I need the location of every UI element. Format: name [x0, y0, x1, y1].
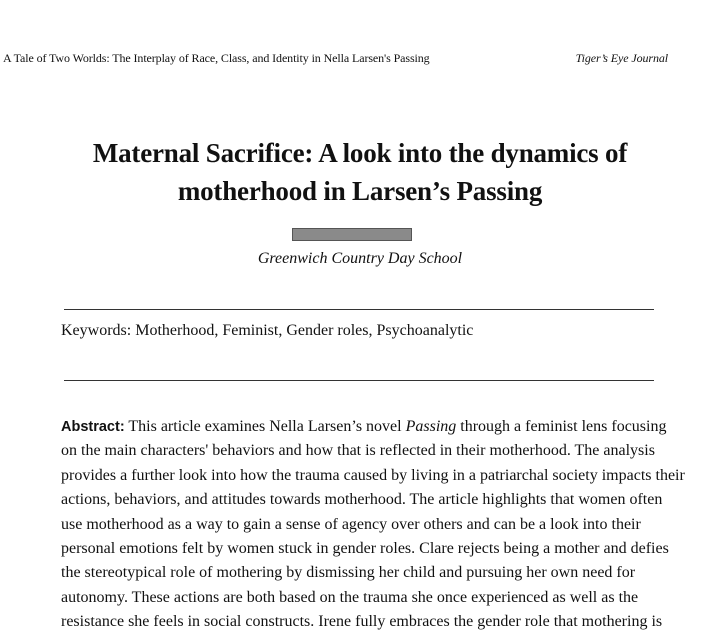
divider-top — [64, 309, 654, 310]
abstract-line: the stereotypical role of mothering by dismissing her child and pursuing her own need for — [61, 564, 636, 582]
abstract-text: This article examines Nella Larsen’s novel — [124, 418, 406, 435]
journal-name: Tiger’s Eye Journal — [575, 51, 668, 65]
author-affiliation: Greenwich Country Day School — [257, 250, 463, 267]
abstract-line: personal emotions felt by women stuck in gender roles. Clare rejects being a mother and defies — [61, 540, 669, 558]
abstract-line: actions, behaviors, and attitudes towards motherhood. The article highlights that women often — [61, 491, 663, 509]
article-title — [0, 134, 720, 210]
running-header — [3, 50, 668, 66]
article-title-line: motherhood in Larsen’s Passing — [177, 176, 543, 206]
abstract — [61, 415, 685, 635]
abstract-text: through a feminist lens focusing — [456, 418, 667, 435]
redacted-author-name — [292, 228, 412, 241]
abstract-line: on the main characters' behaviors and how that is reflected in their motherhood. The analysis — [61, 442, 655, 460]
divider-bottom — [64, 380, 654, 381]
novel-title: Passing — [405, 418, 457, 435]
abstract-line: use motherhood as a way to gain a sense of agency over others and can be a look into their — [61, 515, 641, 533]
abstract-line — [61, 415, 667, 439]
running-title: A Tale of Two Worlds: The Interplay of Race, Class, and Identity in Nella Larsen's Passing — [3, 51, 430, 65]
abstract-label: Abstract: — [61, 419, 125, 435]
abstract-line: autonomy. These actions are both based on the trauma she once experienced as well as the — [61, 588, 639, 606]
abstract-line: provides a further look into how the trauma caused by living in a patriarchal society impacts their — [61, 466, 685, 484]
keywords: Keywords: Motherhood, Feminist, Gender roles, Psychoanalytic — [61, 322, 474, 339]
abstract-line: resistance she feels in social constructs. Irene fully embraces the gender role that mothering is — [61, 613, 663, 631]
article-title-line: Maternal Sacrifice: A look into the dynamics of — [92, 138, 628, 168]
